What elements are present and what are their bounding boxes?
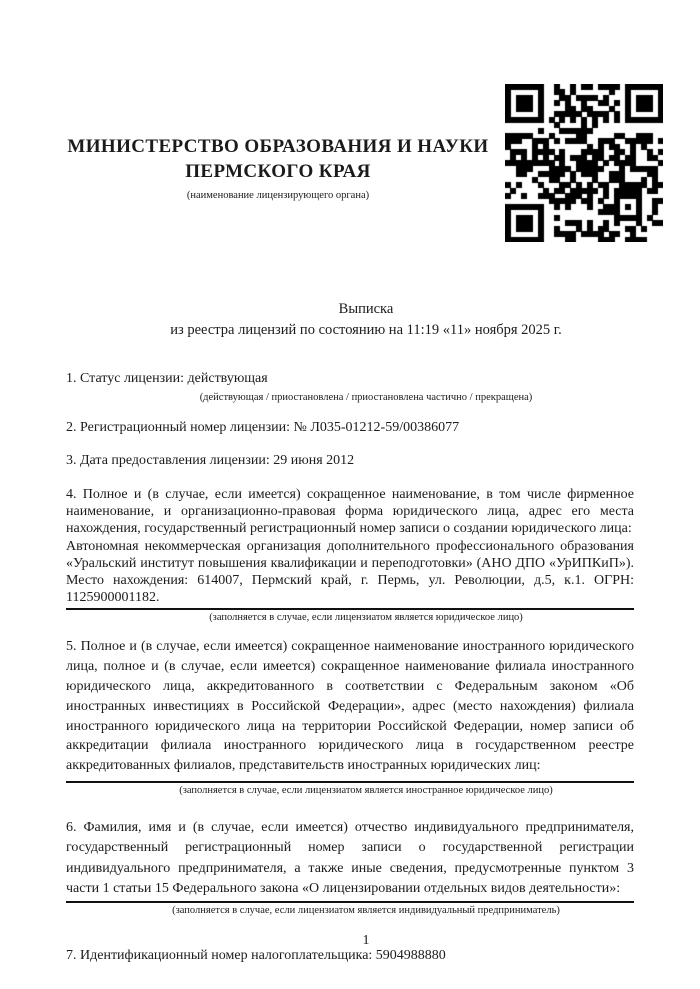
document-header <box>66 0 634 242</box>
item-registration-number: 2. Регистрационный номер лицензии: № Л035-01212-59/00386077 <box>66 420 460 435</box>
document-title-line1: Выписка <box>338 301 394 317</box>
licensing-authority-caption: (наименование лицензирующего органа) <box>186 190 370 201</box>
item-license-status-caption: (действующая / приостановлена / приостановлена частично / прекращена) <box>199 392 533 403</box>
licensing-authority-name-line2: ПЕРМСКОГО КРАЯ <box>185 161 371 182</box>
licensing-authority-block <box>66 134 490 203</box>
qr-code-icon <box>505 84 663 242</box>
page-number: 1 <box>362 933 370 948</box>
item-entrepreneur-label: 6. Фамилия, имя и (в случае, если имеется) отчество индивидуального предпринимателя, государственный регистрационный номер записи о государственной регистрации индивидуального предпринимателя, а также иные сведения, предусмотренные пунктом 3 части 1 статьи 15 Федерального закона «О лицензировании отдельных видов деятельности»: <box>66 820 634 897</box>
item-legal-entity-label: 4. Полное и (в случае, если имеется) сокращенное наименование, в том числе фирменное наименование, и организационно-правовая форма юридического лица, адрес его места нахождения, государственный регистрационный номер записи о создании юридического лица: <box>66 487 634 537</box>
item-license-status: 1. Статус лицензии: действующая <box>66 371 268 386</box>
item-foreign-entity-label: 5. Полное и (в случае, если имеется) сокращенное наименование иностранного юридического лица, полное и (в случае, если имеется) сокращенное наименование филиала иностранного юридического лица, аккредитованного в соответствии с Федеральным законом «Об иностранных инвестициях в Российской Федерации», адрес (место нахождения) филиала иностранного юридического лица на территории Российской Федерации, номер записи об аккредитации филиала иностранного юридического лица в государственном реестре аккредитованных филиалов, представительств иностранных юридических лиц: <box>66 639 634 774</box>
item-foreign-entity-caption: (заполняется в случае, если лицензиатом является иностранное юридическое лицо) <box>179 785 553 796</box>
item-license-date: 3. Дата предоставления лицензии: 29 июня 2012 <box>66 453 355 468</box>
licensing-authority-name-line1: МИНИСТЕРСТВО ОБРАЗОВАНИЯ И НАУКИ <box>67 136 489 157</box>
document-title <box>66 299 634 341</box>
item-legal-entity-caption: (заполняется в случае, если лицензиатом является юридическое лицо) <box>209 612 523 624</box>
document-title-line2: из реестра лицензий по состоянию на 11:19 «11» ноября 2025 г. <box>170 322 562 338</box>
item-legal-entity-value: Автономная некоммерческая организация дополнительного профессионального образования «Уральский институт повышения квалификации и переподготовки» (АНО ДПО «УрИПКиП»). Место нахождения: 614007, Пермский край, г. Пермь, ул. Революции, д.5, к.1. ОГРН: 1125900001182. <box>66 538 634 606</box>
item-entrepreneur-caption: (заполняется в случае, если лицензиатом является индивидуальный предприниматель) <box>172 904 560 916</box>
item-taxpayer-number: 7. Идентификационный номер налогоплательщика: 5904988880 <box>66 947 446 963</box>
